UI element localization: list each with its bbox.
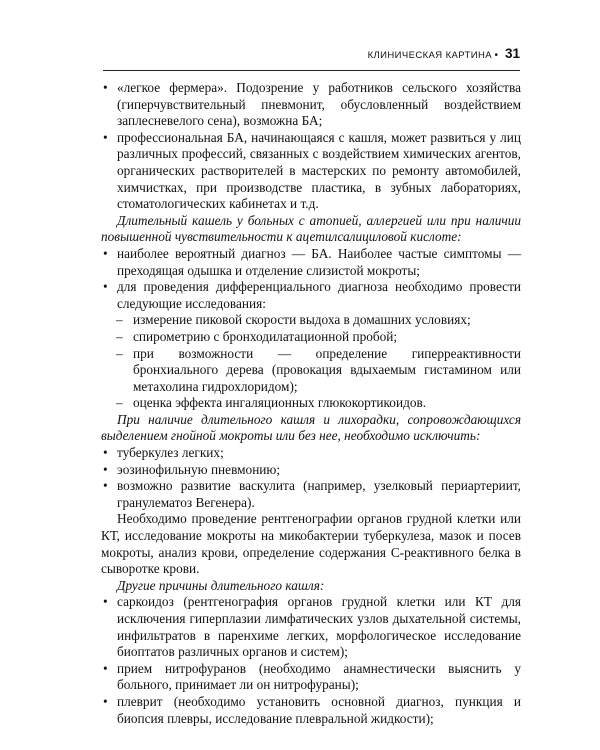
bullet-mark: • — [103, 245, 108, 261]
list-item — [101, 594, 521, 660]
list-item — [101, 445, 521, 462]
list-item-text: возможно развитие васкулита (например, узелковый периартериит, гранулематоз Вегенера). — [117, 478, 521, 510]
sub-list-item-text: при возможности — определение гиперреактивности бронхиального дерева (провокация вдыхаемым гистамином или метахолина гидрохлоридом); — [133, 345, 521, 394]
page-body — [101, 80, 521, 727]
sub-list-item — [101, 346, 521, 396]
sub-list-item — [101, 395, 521, 412]
header-separator: • — [494, 50, 498, 61]
bullet-mark: • — [103, 80, 108, 95]
bullet-mark: • — [103, 445, 108, 461]
dash-mark: – — [116, 395, 123, 411]
list-item — [101, 279, 521, 312]
bullet-mark: • — [103, 594, 108, 610]
list-item-text: профессиональная БА, начинающаяся с кашля, может развиться у лиц различных профессий, связанных с воздействием химических агентов, органических растворителей в мастерских по ремонту автомобилей, химчистках, при производстве пластика, в зубных лабораториях, стоматологических кабинетах и т.д. — [117, 129, 521, 212]
sub-list-item-text: оценка эффекта ингаляционных глюкокортикоидов. — [133, 395, 427, 411]
list-item-text: плеврит (необходимо установить основной диагноз, пункция и биопсия плевры, исследование плевральной жидкости); — [117, 693, 521, 726]
list-item-text: саркоидоз (рентгенография органов грудной клетки или КТ для исключения гиперплазии лимфатических узлов дыхательной системы, инфильтратов в паренхиме легких, морфологическое исследование биоптатов различных органов и систем); — [117, 594, 521, 660]
running-title: КЛИНИЧЕСКАЯ КАРТИНА — [367, 50, 492, 61]
running-header — [103, 44, 520, 71]
dash-mark: – — [116, 328, 123, 344]
italic-heading: При наличие длительного кашля и лихорадки, сопровождающихся выделением гнойной мокроты или без нее, необходимо исключить: — [101, 411, 521, 444]
list-item-text: эозинофильную пневмонию; — [117, 461, 281, 477]
bullet-mark: • — [103, 129, 108, 145]
italic-heading: Длительный кашель у больных с атопией, аллергией или при наличии повышенной чувствительности к ацетилсалициловой кислоте: — [101, 212, 521, 245]
dash-mark: – — [116, 345, 123, 361]
list-item-text: «легкое фермера». Подозрение у работников сельского хозяйства (гиперчувствительный пневмонит, обусловленный воздействием заплесневелого сена), возможна БА; — [117, 80, 521, 129]
list-item — [101, 694, 521, 727]
sub-list-item-text: спирометрию с бронходилатационной пробой; — [133, 328, 398, 344]
list-item-text: для проведения дифференциального диагноза необходимо провести следующие исследования: — [117, 279, 521, 311]
list-item-text: прием нитрофуранов (необходимо анамнестически выяснить у больного, принимает ли он нитрофураны); — [117, 660, 521, 693]
bullet-mark: • — [103, 461, 108, 477]
list-item — [101, 246, 521, 279]
page-number: 31 — [504, 46, 520, 61]
sub-list-item — [101, 312, 521, 329]
list-item — [101, 478, 521, 511]
dash-mark: – — [116, 312, 123, 328]
list-item-text: наиболее вероятный диагноз — БА. Наиболее частые симптомы — преходящая одышка и отделение слизистой мокроты; — [117, 245, 521, 278]
sub-list-item — [101, 329, 521, 346]
list-item-text: туберкулез легких; — [117, 445, 224, 461]
list-item — [101, 462, 521, 479]
bullet-mark: • — [103, 478, 108, 494]
list-item — [101, 130, 521, 213]
bullet-mark: • — [103, 693, 108, 709]
sub-list-item-text: измерение пиковой скорости выдоха в домашних условиях; — [133, 312, 471, 328]
list-item — [101, 80, 521, 130]
list-item — [101, 661, 521, 694]
italic-heading: Другие причины длительного кашля: — [117, 577, 325, 593]
body-paragraph: Необходимо проведение рентгенографии органов грудной клетки или КТ, исследование мокроты на микобактерии туберкулеза, мазок и посев мокроты, анализ крови, определение содержания С-реактивного белка в сыворотке крови. — [101, 511, 521, 577]
bullet-mark: • — [103, 279, 108, 295]
bullet-mark: • — [103, 660, 108, 676]
